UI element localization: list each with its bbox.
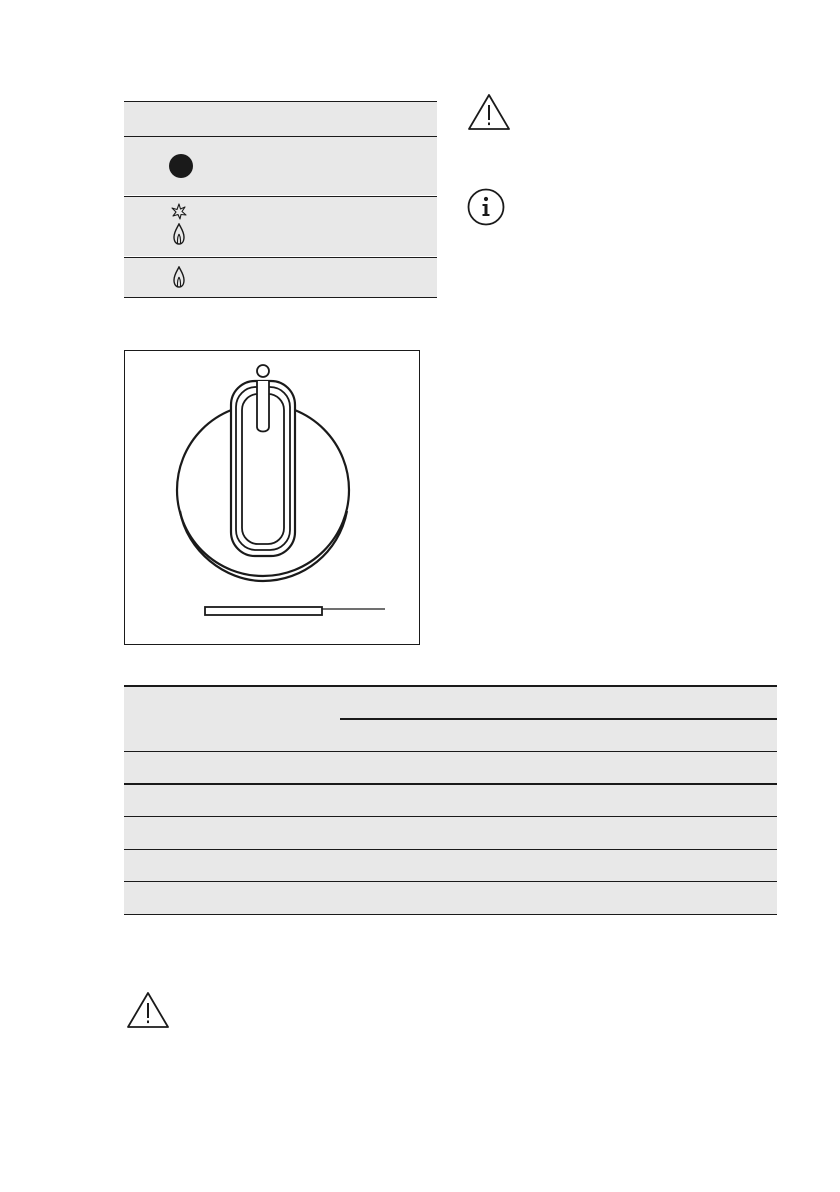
indicator-bar <box>205 607 322 615</box>
filled-circle-icon <box>168 153 194 179</box>
table-row <box>124 752 777 783</box>
table-row <box>124 785 777 816</box>
knob-figure <box>124 350 420 645</box>
table-row <box>124 137 437 195</box>
pointer-dot-icon <box>257 365 269 377</box>
spark-icon <box>171 203 187 221</box>
flame-icon <box>172 266 186 288</box>
table-row <box>124 850 777 881</box>
flame-icon <box>172 223 186 245</box>
table-row <box>124 882 777 914</box>
table-subheader-rule <box>340 718 777 720</box>
info-circle-icon <box>467 188 505 226</box>
warning-triangle-icon <box>126 991 170 1029</box>
table-bottom-rule <box>124 914 777 915</box>
table-row <box>124 817 777 849</box>
warning-triangle-icon <box>467 93 511 131</box>
table-top-rule <box>124 685 777 687</box>
control-knob-icon <box>125 351 419 644</box>
table-row <box>124 258 437 297</box>
table-bottom-rule <box>124 297 437 298</box>
table-row <box>124 197 437 256</box>
table-header-row <box>124 102 437 136</box>
